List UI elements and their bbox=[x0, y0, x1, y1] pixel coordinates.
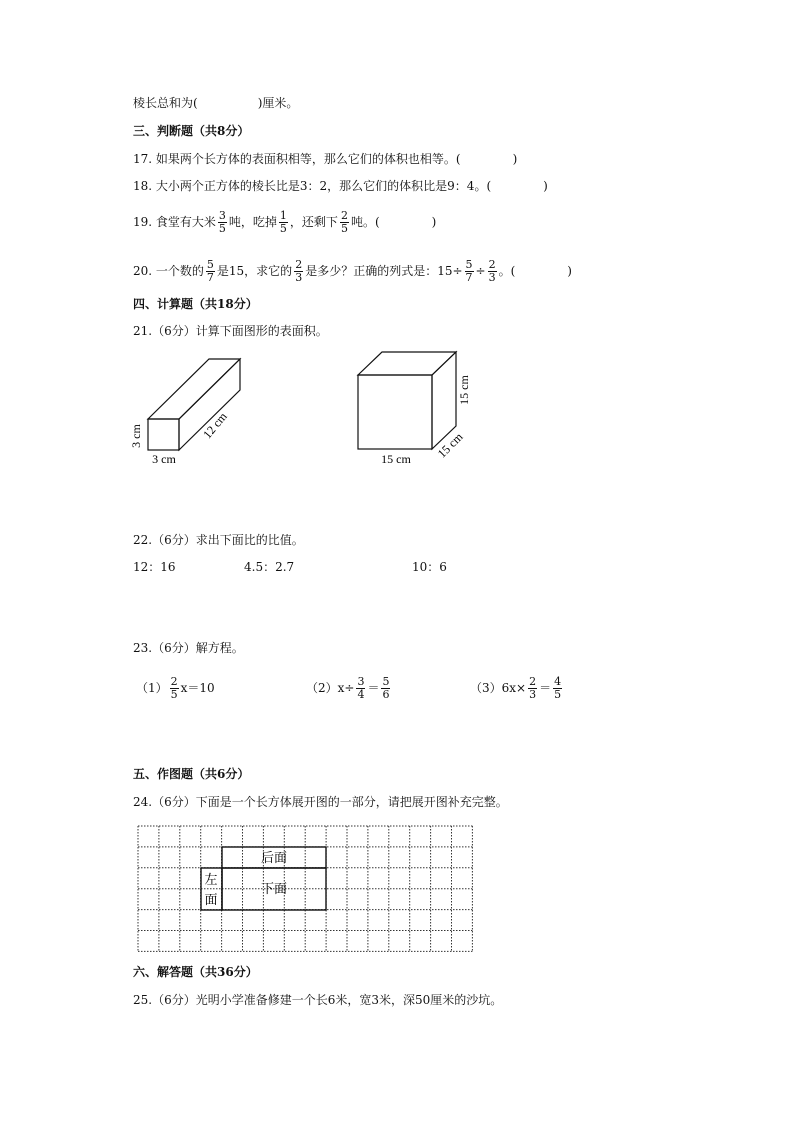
bottom-face-label: 下面 bbox=[260, 881, 288, 896]
ratio-3: 10：6 bbox=[412, 560, 447, 574]
denominator: 4 bbox=[357, 688, 365, 701]
numerator: 3 bbox=[218, 209, 226, 222]
denominator: 6 bbox=[382, 688, 390, 701]
equals-sign: ＝ bbox=[367, 681, 380, 695]
q19-text-4: 吨。( bbox=[350, 215, 380, 229]
numerator: 3 bbox=[357, 675, 365, 688]
numerator: 5 bbox=[206, 258, 214, 271]
section4-title: 四、计算题（共18分） bbox=[133, 297, 258, 311]
q20-text-4: ÷ bbox=[475, 264, 486, 278]
denominator: 3 bbox=[488, 271, 496, 284]
numerator: 2 bbox=[295, 258, 303, 271]
equation-part: x÷ bbox=[337, 681, 355, 695]
q17-close: ) bbox=[512, 152, 518, 166]
equation-part: 6x× bbox=[501, 681, 527, 695]
equation-rest: x＝10 bbox=[180, 681, 215, 695]
equation-label: （1） bbox=[136, 681, 168, 695]
denominator: 5 bbox=[279, 222, 287, 235]
equals-sign: ＝ bbox=[539, 681, 552, 695]
denominator: 5 bbox=[340, 222, 348, 235]
q19-text-3: ，还剩下 bbox=[289, 215, 338, 229]
back-face-label: 后面 bbox=[260, 850, 288, 865]
q20-text-2: 是15，求它的 bbox=[216, 264, 293, 278]
q18-text: 18. 大小两个正方体的棱长比是3：2，那么它们的体积比是9：4。( bbox=[133, 179, 492, 193]
q22-text: 22.（6分）求出下面比的比值。 bbox=[133, 533, 304, 547]
prism-height-label: 3 cm bbox=[129, 424, 143, 448]
section3-title: 三、判断题（共8分） bbox=[133, 124, 250, 138]
q24-text: 24.（6分）下面是一个长方体展开图的一部分，请把展开图补充完整。 bbox=[133, 795, 508, 809]
q25-text: 25.（6分）光明小学准备修建一个长6米，宽3米，深50厘米的沙坑。 bbox=[133, 993, 503, 1007]
equation-label: （3） bbox=[470, 681, 502, 695]
cube-width-label: 15 cm bbox=[381, 452, 411, 466]
q17-text: 17. 如果两个长方体的表面积相等，那么它们的体积也相等。( bbox=[133, 152, 461, 166]
q20-close: ) bbox=[567, 264, 572, 278]
denominator: 3 bbox=[295, 271, 303, 284]
denominator: 5 bbox=[218, 222, 226, 235]
prism-length-label: 12 cm bbox=[200, 409, 230, 442]
q20-text-1: 20. 一个数的 bbox=[133, 264, 204, 278]
q20-text-3: 是多少？正确的列式是：15÷ bbox=[305, 264, 463, 278]
q16-suffix: )厘米。 bbox=[257, 96, 299, 110]
numerator: 5 bbox=[465, 258, 473, 271]
left-face-label-2: 面 bbox=[204, 892, 218, 907]
prism-width-label: 3 cm bbox=[152, 452, 176, 466]
denominator: 7 bbox=[206, 271, 214, 284]
numerator: 2 bbox=[488, 258, 496, 271]
q19-close: ) bbox=[431, 215, 437, 229]
numerator: 2 bbox=[340, 209, 348, 222]
dotted-grid bbox=[138, 826, 472, 951]
ratio-2: 4.5：2.7 bbox=[244, 560, 295, 574]
cube-height-label: 15 cm bbox=[457, 375, 471, 405]
q18-close: ) bbox=[543, 179, 548, 193]
q23-text: 23.（6分）解方程。 bbox=[133, 641, 244, 655]
q16-prefix: 棱长总和为( bbox=[133, 96, 198, 110]
denominator: 5 bbox=[170, 688, 178, 701]
denominator: 7 bbox=[465, 271, 473, 284]
q19-text-1: 19. 食堂有大米 bbox=[133, 215, 216, 229]
q21-text: 21.（6分）计算下面图形的表面积。 bbox=[133, 324, 328, 338]
section6-title: 六、解答题（共36分） bbox=[133, 965, 258, 979]
denominator: 5 bbox=[554, 688, 562, 701]
numerator: 2 bbox=[170, 675, 178, 688]
left-face-label-1: 左 bbox=[204, 872, 218, 887]
ratio-1: 12：16 bbox=[133, 560, 176, 574]
equation-label: （2） bbox=[306, 681, 338, 695]
cube-depth-label: 15 cm bbox=[434, 429, 466, 461]
numerator: 2 bbox=[529, 675, 537, 688]
denominator: 3 bbox=[529, 688, 537, 701]
numerator: 4 bbox=[554, 675, 562, 688]
numerator: 1 bbox=[279, 209, 287, 222]
numerator: 5 bbox=[382, 675, 390, 688]
section5-title: 五、作图题（共6分） bbox=[133, 767, 250, 781]
q20-text-5: 。( bbox=[498, 264, 516, 278]
q19-text-2: 吨，吃掉 bbox=[228, 215, 277, 229]
